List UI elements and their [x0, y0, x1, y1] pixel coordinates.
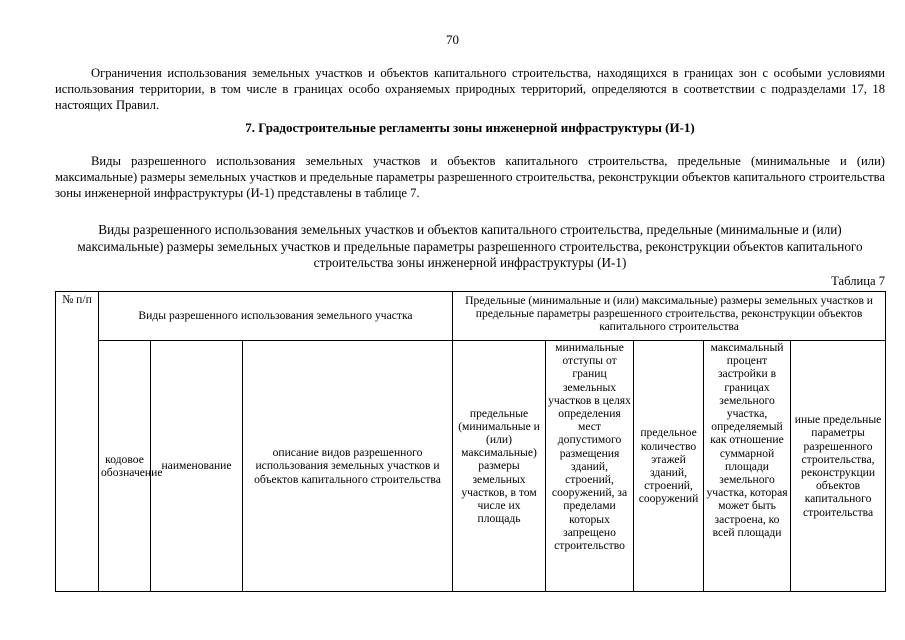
intro-paragraph: Виды разрешенного использования земельных участков и объектов капитального строительства, предельные (минимальные и (или) максимальные) размеры земельных участков и предельные параметры разрешенного строительства, реконструкции объектов капитального строительства зоны инженерной инфраструктуры (И-1) представлены в таблице 7. — [55, 154, 885, 200]
page-number: 70 — [446, 32, 459, 47]
table-label: Таблица 7 — [831, 274, 885, 288]
table-header-row-2 — [56, 341, 886, 592]
col-number-header: № п/п — [56, 292, 99, 592]
col-other-params-header: иные предельные параметры разрешенного строительства, реконструкции объектов капитального строительства — [791, 341, 886, 592]
table-header-row-1 — [56, 292, 886, 341]
col-params-header: Предельные (минимальные и (или) максимальные) размеры земельных участков и предельные параметры разрешенного строительства, реконструкции объектов капитального строительства — [453, 292, 886, 341]
col-setbacks-header: минимальные отступы от границ земельных участков в целях определения мест допустимого размещения зданий, строений, сооружений, за пределами которых запрещено строительство — [546, 341, 634, 592]
col-coverage-header: максимальный процент застройки в границах земельного участка, определяемый как отношение суммарной площади земельного участка, которая может быть застроена, ко всей площади — [704, 341, 791, 592]
section-heading: 7. Градостроительные регламенты зоны инженерной инфраструктуры (И-1) — [245, 120, 695, 135]
col-name-header: наименование — [151, 341, 243, 592]
col-description-header: описание видов разрешенного использования земельных участков и объектов капитального строительства — [243, 341, 453, 592]
restrictions-paragraph: Ограничения использования земельных участков и объектов капитального строительства, находящихся в границах зон с особыми условиями использования территории, в том числе в границах особо охраняемых природных территорий, определяются в соответствии с подразделами 17, 18 настоящих Правил. — [55, 66, 885, 112]
col-floors-header: предельное количество этажей зданий, строений, сооружений — [634, 341, 704, 592]
col-plot-size-header: предельные (минимальные и (или) максимальные) размеры земельных участков, в том числе их площадь — [453, 341, 546, 592]
table-caption: Виды разрешенного использования земельных участков и объектов капитального строительства, предельные (минимальные и (или) максимальные) размеры земельных участков и предельные параметры разрешенного строительства, реконструкции объектов капитального строительства зоны инженерной инфраструктуры (И-1) — [77, 222, 863, 270]
col-code-header: кодовое обозначение — [99, 341, 151, 592]
regulations-table — [55, 291, 886, 592]
col-uses-header: Виды разрешенного использования земельного участка — [99, 292, 453, 341]
